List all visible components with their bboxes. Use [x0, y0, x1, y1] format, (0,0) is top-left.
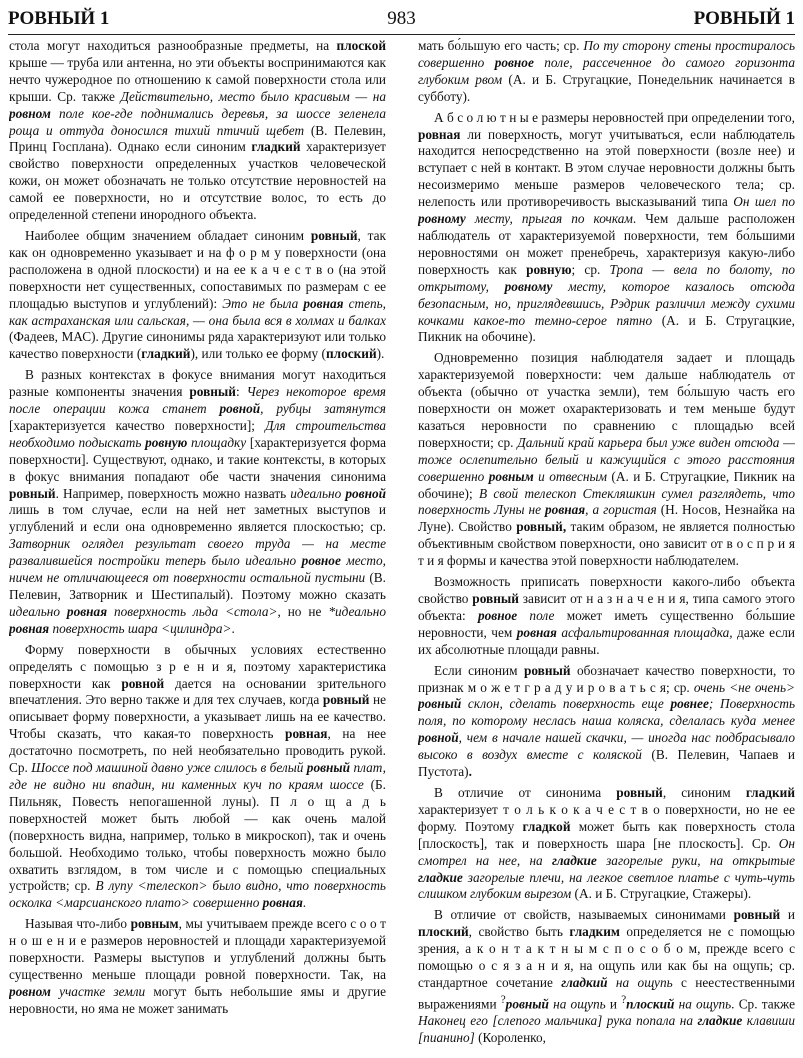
left-column: [9, 38, 386, 1056]
running-header: [0, 6, 803, 32]
paragraph: В отличие от синонима ровный, синоним гладкий характеризует т о л ь к о к а ч е с т в о поверхности, но не ее форму. Поэтому гладкой может быть как поверхность стола [плоскость], так и поверхность шара [не плоскость]. Ср. Он смотрел на нее, на гладкие загорелые руки, на открытые гладкие загорелые плечи, на легкое светлое платье с чуть-чуть слишком глубоким вырезом (А. и Б. Стругацкие, Стажеры).: [418, 784, 795, 902]
paragraph: Если синоним ровный обозначает качество поверхности, то признак м о ж е т г р а д у и р о в а т ь с я; ср. очень <не очень> ровный склон, сделать поверхность еще ровнее; Поверхность поля, по которому неслась наша коляска, сделалась куда менее ровной, чем в начале нашей скачки, — иногда нас подбрасывало высоко в воздух вместе с коляской (В. Пелевин, Чапаев и Пустота).: [418, 662, 795, 780]
header-rule: [8, 34, 795, 35]
header-right-entry: РОВНЫЙ 1: [693, 8, 795, 29]
paragraph: В разных контекстах в фокусе внимания могут находиться разные компоненты значения ровный: Через некоторое время после операции кожа станет ровной, рубцы затянутся [характеризуется качество поверхности]; Для строительства необходимо подыскать ровную площадку [характеризуется форма поверхности]. Существуют, однако, и такие контексты, в которых в фокус внимания попадают обе части значения синонима ровный. Например, поверхность можно назвать идеально ровной лишь в том случае, если на ней нет заметных выступов и углублений и если она одновременно является плоскостью; ср. Затворник оглядел результат своего труда — на месте развалившейся постройки теперь было идеально ровное место, ничем не отличающееся от поверхности остальной пустыни (В. Пелевин, Затворник и Шестипалый). Поэтому можно сказать идеально ровная поверхность льда <стола>, но не *идеально ровная поверхность шара <цилиндра>.: [9, 367, 386, 636]
header-left-entry: РОВНЫЙ 1: [8, 8, 110, 29]
paragraph: Форму поверхности в обычных условиях естественно определять с помощью з р е н и я, поэтому характеристика поверхности как ровной дается на основании зрительного впечатления. Это верно также и для тех случаев, когда ровный не описывает форму поверхности, а указывает лишь на ее качество. Чтобы сказать, что какая-то поверхность ровная, на нее достаточно посмотреть, по ней необязательно проводить рукой. Ср. Шоссе под машиной давно уже слилось в белый ровный плат, где не видно ни впадин, ни каменных куч по краям шоссе (Б. Пильняк, Повесть непогашенной луны). П л о щ а д ь поверхностей может быть любой — как очень малой (поверхность видна, например, только в микроскоп), так и очень большой. Необходимо только, чтобы поверхность можно было охватить взглядом, в том числе и с помощью специальных устройств; ср. В лупу <телескоп> было видно, что поверхность осколка <марсианского плато> совершенно ровная.: [9, 641, 386, 911]
page-number: 983: [387, 8, 416, 29]
paragraph: Одновременно позиция наблюдателя задает и площадь характеризуемой поверхности: чем дальше наблюдатель от объекта (обычно от участка земли), тем бо́льшую часть его поверхности он может охарактеризовать и тем меньше будут казаться неровности по сравнению с площадью всей поверхности; ср. Дальний край карьера был уже виден отсюда — тоже ослепительно белый и кажущийся с этого расстояния совершенно ровным и отвесным (А. и Б. Стругацкие, Пикник на обочине); В свой телескоп Стекляшкин сумел разглядеть, что поверхность Луны не ровная, а гористая (Н. Носов, Незнайка на Луне). Свойство ровный, таким образом, не является полностью объективным свойством поверхности, оно зависит от в о с п р и я т и я формы и качества этой поверхности наблюдателем.: [418, 350, 795, 569]
paragraph: Возможность приписать поверхности какого-либо объекта свойство ровный зависит от н а з н а ч е н и я, типа самого этого объекта: ровное поле может иметь существенно бо́льшие неровности, чем ровная асфальтированная площадка, даже если их абсолютные площади равны.: [418, 574, 795, 657]
paragraph: В отличие от свойств, называемых синонимами ровный и плоский, свойство быть гладким определяется не с помощью зрения, а к о н т а к т н ы м с п о с о б о м, прежде всего с помощью о с я з а н и я, на ощупь или как бы на ощупь; ср. стандартное сочетание гладкий на ощупь с неестественными выражениями ?ровный на ощупь и ?плоский на ощупь. Ср. также Наконец его [слепого мальчика] рука попала на гладкие клавиши [пианино] (Короленко,: [418, 907, 795, 1046]
paragraph: Называя что-либо ровным, мы учитываем прежде всего с о о т н о ш е н и е размеров неровностей и площади характеризуемой поверхности. Размеры выступов и углублений должны быть существенно меньше площади ровной поверхности. Так, на ровном участке земли могут быть небольшие ямы и другие неровности, но яма не может занимать: [9, 916, 386, 1016]
paragraph: мать бо́льшую его часть; ср. По ту сторону стены простиралось совершенно ровное поле, рассеченное до самого горизонта глубоким рвом (А. и Б. Стругацкие, Понедельник начинается в субботу).: [418, 38, 795, 104]
right-column: [418, 38, 795, 1056]
paragraph: стола могут находиться разнообразные предметы, на плоской крыше — труба или антенна, но эти объекты воспринимаются как нечто чужеродное по отношению к самой поверхности стола или крыши. Ср. также Действительно, место было красивым — на ровном поле кое-где поднимались деревья, за шоссе зеленела роща и оттуда доносился тихий птичий щебет (В. Пелевин, Принц Госплана). Однако если синоним гладкий характеризует свойство поверхности определенных участков человеческой кожи, он может обозначать не только отсутствие неровностей на самой ее поверхности, но и отсутствие волос, то есть до определенной степени инородного объекта.: [9, 38, 386, 223]
paragraph: А б с о л ю т н ы е размеры неровностей при определении того, ровная ли поверхность, могут учитываться, если наблюдатель находится непосредственно на этой поверхности (возле нее) и вступает с ней в контакт. В этом случае неровности должны быть несоизмеримо меньше размеров человеческого тела; ср. нелепость или противоречивость высказываний типа Он шел по ровному месту, прыгая по кочкам. Чем дальше расположен наблюдатель от характеризуемой поверхности, тем бо́льшими неровностями он может пренебречь, характеризуя какую-либо поверхность как ровную; ср. Тропа — вела по болоту, по открытому, ровному месту, которое казалось отсюда безопасным, но, приглядевшись, Рэдрик различил между сухими кочками какое-то темно-серое пятно (А. и Б. Стругацкие, Пикник на обочине).: [418, 109, 795, 345]
paragraph: Наиболее общим значением обладает синоним ровный, так как он одновременно указывает и на ф о р м у поверхности (она расположена в одной плоскости) и на ее к а ч е с т в о (на этой поверхности нет существенных, сопоставимых по размерам с ее площадью выступов и углублений): Это не была ровная степь, как астраханская или сальская, — она была вся в холмах и балках (Фадеев, МАС). Другие синонимы ряда характеризуют или только качество поверхности (гладкий), или только ее форму (плоский).: [9, 227, 386, 362]
